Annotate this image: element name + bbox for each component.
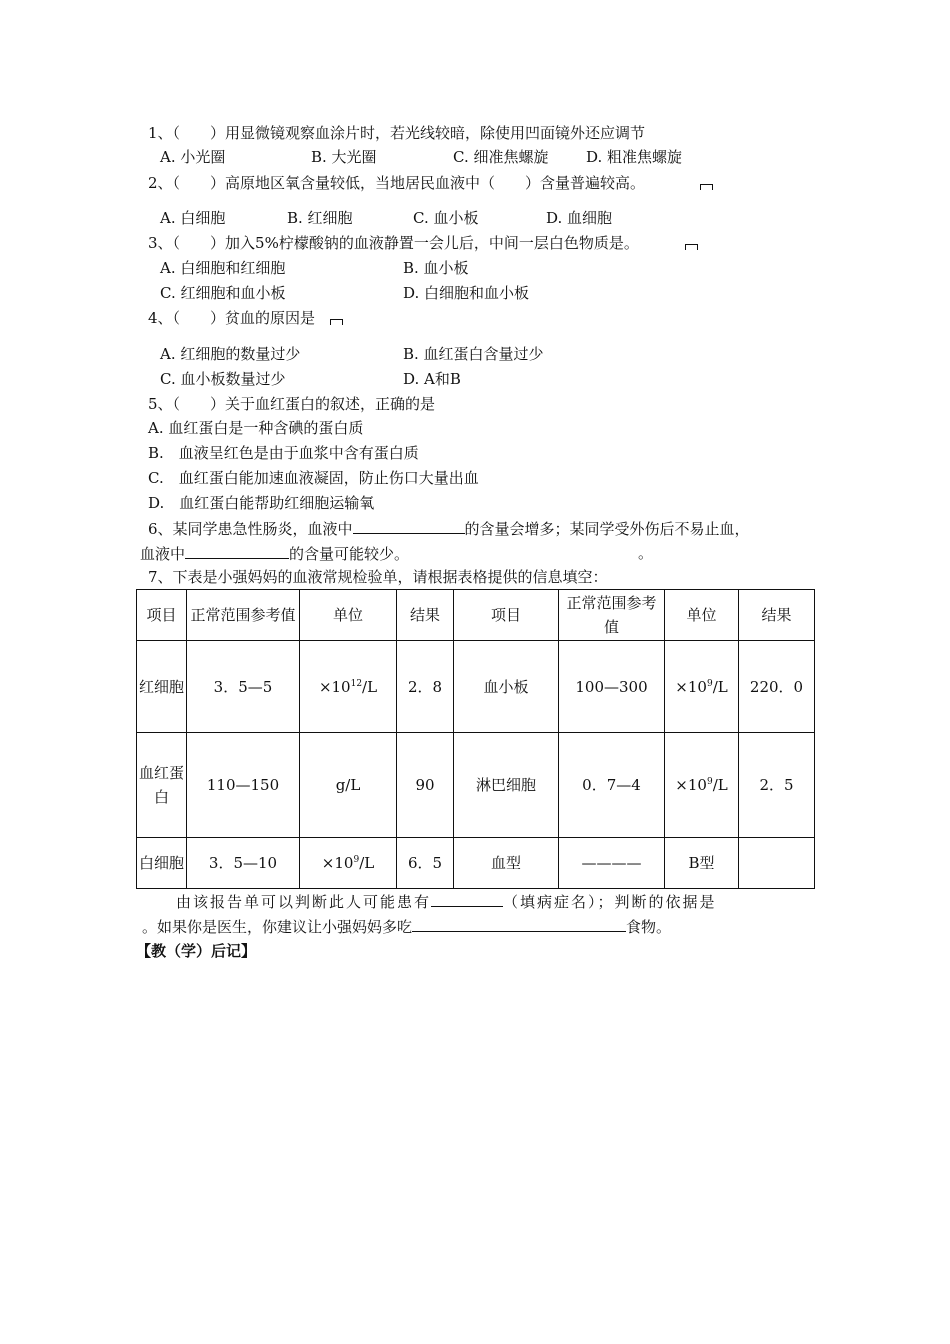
q3-option-c: C. 红细胞和血小板 (160, 284, 286, 302)
table-cell-result: 6．5 (397, 838, 454, 889)
q1-stem: 1、（ ）用显微镜观察血涂片时，若光线较暗，除使用凹面镜外还应调节 (148, 124, 646, 142)
q3-option-d: D. 白细胞和血小板 (403, 284, 530, 302)
table-cell-result: 90 (397, 733, 454, 838)
q7-stem: 7、下表是小强妈妈的血液常规检验单，请根据表格提供的信息填空： (148, 568, 608, 586)
q2-option-d: D. 血细胞 (546, 209, 613, 227)
q7-disease-blank[interactable] (431, 891, 503, 907)
q6-text-4: 的含量可能较少。 (289, 545, 410, 563)
q1-option-c: C. 细准焦螺旋 (453, 148, 549, 166)
table-cell-range: 3．5—10 (187, 838, 300, 889)
q7-text-c: 。如果你是医生，你建议让小强妈妈多吃 (142, 918, 413, 936)
q7-advice-line (142, 916, 671, 937)
revision-mark-icon (700, 184, 713, 190)
q4-option-b: B. 血红蛋白含量过少 (403, 345, 544, 363)
header-cell: 项目 (137, 590, 187, 641)
q4-option-d: D. A和B (403, 370, 461, 388)
revision-mark-icon (330, 319, 343, 325)
header-cell: 单位 (665, 590, 739, 641)
q4-stem: 4、（ ）贫血的原因是 (148, 309, 316, 327)
table-header-row (137, 590, 815, 641)
header-cell: 正常范围参考值 (187, 590, 300, 641)
table-cell-unit: g/L (300, 733, 397, 838)
table-row (137, 641, 815, 733)
revision-mark-icon (685, 244, 698, 250)
header-cell: 结果 (397, 590, 454, 641)
q5-option-d: D. 血红蛋白能帮助红细胞运输氧 (148, 494, 375, 512)
header-cell: 结果 (739, 590, 815, 641)
table-cell-range: 100—300 (559, 641, 665, 733)
q6-blank-1[interactable] (353, 518, 465, 534)
q7-text-b: （填病症名）；判断的依据是 (503, 893, 717, 911)
table-cell-unit: $\times 10^9/L$ (665, 733, 739, 838)
q7-diagnosis-line (176, 891, 717, 912)
table-cell-range: 110—150 (187, 733, 300, 838)
q1-option-b: B. 大光圈 (311, 148, 377, 166)
table-cell-result: 2．8 (397, 641, 454, 733)
q2-stem: 2、（ ）高原地区氧含量较低，当地居民血液中（ ）含量普遍较高。 (148, 174, 646, 192)
table-cell-unit: $\times 10^9/L$ (665, 641, 739, 733)
q6-text-3: 血液中 (140, 545, 186, 563)
q1-option-a: A. 小光圈 (160, 148, 226, 166)
table-cell-range: ———— (559, 838, 665, 889)
table-cell-item: 红细胞 (137, 641, 187, 733)
table-cell-item: 淋巴细胞 (454, 733, 559, 838)
q6-text-1: 6、某同学患急性肠炎，血液中 (148, 520, 353, 538)
q3-option-a: A. 白细胞和红细胞 (160, 259, 286, 277)
q3-stem: 3、（ ）加入5%柠檬酸钠的血液静置一会儿后，中间一层白色物质是。 (148, 234, 639, 252)
header-cell: 单位 (300, 590, 397, 641)
table-cell-result (739, 838, 815, 889)
q2-option-a: A. 白细胞 (160, 209, 226, 227)
q1-option-d: D. 粗准焦螺旋 (586, 148, 683, 166)
q5-stem: 5、（ ）关于血红蛋白的叙述，正确的是 (148, 395, 436, 413)
table-cell-unit: $\times 10^9/L$ (300, 838, 397, 889)
q6-blank-2[interactable] (185, 543, 289, 559)
q6-text-5: 。 (638, 544, 654, 562)
q2-option-c: C. 血小板 (413, 209, 479, 227)
q6-line1 (148, 518, 750, 539)
table-cell-item: 血型 (454, 838, 559, 889)
q6-text-2: 的含量会增多；某同学受外伤后不易止血， (464, 520, 750, 538)
table-cell-item: 血红蛋白 (137, 733, 187, 838)
q3-option-b: B. 血小板 (403, 259, 469, 277)
blood-test-table (136, 589, 815, 889)
table-cell-unit: $\times 10^{12}/L$ (300, 641, 397, 733)
q5-option-a: A. 血红蛋白是一种含碘的蛋白质 (148, 419, 364, 437)
q6-line2 (140, 543, 409, 564)
header-cell: 正常范围参考值 (559, 590, 665, 641)
table-cell-item: 血小板 (454, 641, 559, 733)
q5-option-b: B. 血液呈红色是由于血浆中含有蛋白质 (148, 444, 419, 462)
table-row (137, 838, 815, 889)
notes-heading: 【教（学）后记】 (136, 942, 257, 960)
q2-option-b: B. 红细胞 (287, 209, 353, 227)
table-cell-item: 白细胞 (137, 838, 187, 889)
q7-text-a: 由该报告单可以判断此人可能患有 (176, 893, 432, 911)
table-row (137, 733, 815, 838)
table-cell-result: 2．5 (739, 733, 815, 838)
table-cell-unit: B型 (665, 838, 739, 889)
table-cell-range: 0．7—4 (559, 733, 665, 838)
table-cell-range: 3．5—5 (187, 641, 300, 733)
q4-option-c: C. 血小板数量过少 (160, 370, 286, 388)
table-cell-result: 220．0 (739, 641, 815, 733)
q4-option-a: A. 红细胞的数量过少 (160, 345, 301, 363)
q7-food-blank[interactable] (412, 916, 626, 932)
header-cell: 项目 (454, 590, 559, 641)
q5-option-c: C. 血红蛋白能加速血液凝固，防止伤口大量出血 (148, 469, 479, 487)
q7-text-d: 食物。 (626, 918, 672, 936)
